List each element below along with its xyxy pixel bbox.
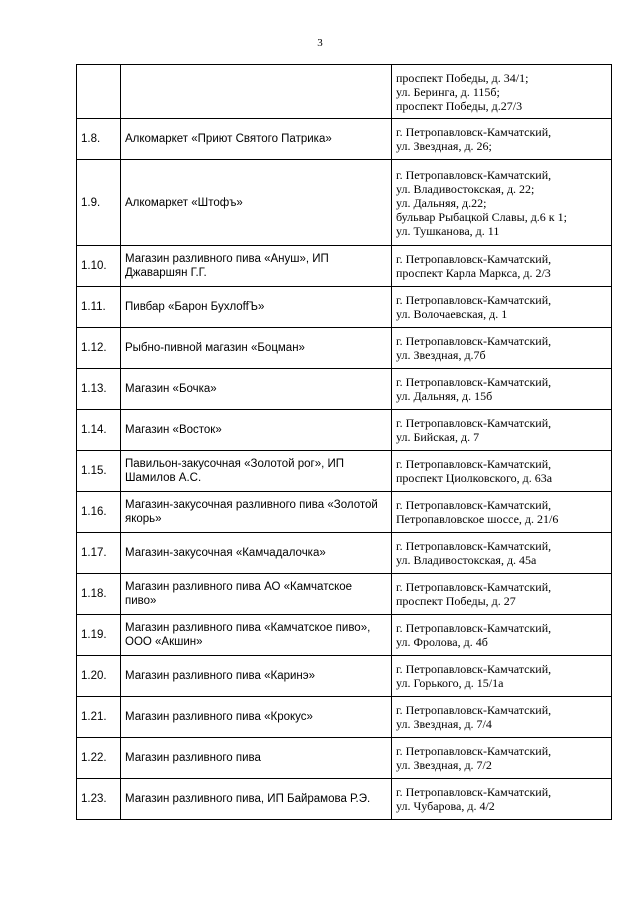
address-cell xyxy=(392,410,612,451)
establishment-name: Павильон-закусочная «Золотой рог», ИП Шамилов А.С. xyxy=(125,458,345,484)
table-row xyxy=(77,697,612,738)
table-row xyxy=(77,492,612,533)
row-number: 1.9. xyxy=(77,160,121,246)
establishment-name-cell xyxy=(121,287,392,328)
address-line: г. Петропавловск-Камчатский, xyxy=(396,293,552,307)
address-line: г. Петропавловск-Камчатский, xyxy=(396,252,552,266)
address-line: проспект Карла Маркса, д. 2/3 xyxy=(396,266,551,280)
address-cell xyxy=(392,65,612,119)
establishment-name-cell xyxy=(121,533,392,574)
address-line: г. Петропавловск-Камчатский, xyxy=(396,580,552,594)
establishment-name-cell xyxy=(121,451,392,492)
establishment-name-cell xyxy=(121,574,392,615)
address-line: г. Петропавловск-Камчатский, xyxy=(396,498,552,512)
establishment-name: Магазин разливного пива «Ануш», ИП Джаваршян Г.Г. xyxy=(125,253,329,279)
row-number: 1.11. xyxy=(77,287,121,328)
address-cell xyxy=(392,574,612,615)
establishment-name: Пивбар «Барон БухлоffЪ» xyxy=(125,301,265,313)
row-number: 1.13. xyxy=(77,369,121,410)
establishment-name: Магазин разливного пива «Крокус» xyxy=(125,711,313,723)
row-number: 1.8. xyxy=(77,119,121,160)
row-number: 1.14. xyxy=(77,410,121,451)
address-line: бульвар Рыбацкой Славы, д.6 к 1; xyxy=(396,209,567,224)
establishment-name-cell xyxy=(121,369,392,410)
establishment-name-cell xyxy=(121,410,392,451)
establishment-name: Магазин разливного пива xyxy=(125,752,261,764)
address-line: ул. Чубарова, д. 4/2 xyxy=(396,799,495,813)
page-number: 3 xyxy=(317,37,323,49)
establishment-name-cell xyxy=(121,492,392,533)
address-line: г. Петропавловск-Камчатский, xyxy=(396,416,552,430)
address-cell xyxy=(392,328,612,369)
address-line: проспект Циолковского, д. 63а xyxy=(396,471,553,485)
table-row xyxy=(77,574,612,615)
establishment-name: Алкомаркет «Приют Святого Патрика» xyxy=(125,133,332,145)
address-line: ул. Беринга, д. 115б; xyxy=(396,84,500,99)
establishments-table xyxy=(76,64,612,820)
row-number: 1.16. xyxy=(77,492,121,533)
address-line: ул. Бийская, д. 7 xyxy=(396,430,480,444)
establishment-name-cell xyxy=(121,656,392,697)
address-cell xyxy=(392,697,612,738)
row-number: 1.19. xyxy=(77,615,121,656)
address-line: ул. Тушканова, д. 11 xyxy=(396,223,500,238)
table-row xyxy=(77,533,612,574)
establishment-name-cell xyxy=(121,779,392,820)
address-line: проспект Победы, д. 27 xyxy=(396,594,516,608)
address-line: г. Петропавловск-Камчатский, xyxy=(396,539,552,553)
establishment-name: Магазин-закусочная «Камчадалочка» xyxy=(125,547,326,559)
address-line: г. Петропавловск-Камчатский, xyxy=(396,662,552,676)
address-cell xyxy=(392,779,612,820)
table-row xyxy=(77,451,612,492)
row-number: 1.23. xyxy=(77,779,121,820)
address-line: ул. Владивостокская, д. 22; xyxy=(396,181,535,196)
address-cell xyxy=(392,246,612,287)
table-row xyxy=(77,369,612,410)
establishment-name-cell xyxy=(121,119,392,160)
table-row xyxy=(77,287,612,328)
address-line: г. Петропавловск-Камчатский, xyxy=(396,457,552,471)
row-number: 1.12. xyxy=(77,328,121,369)
table-row xyxy=(77,328,612,369)
establishment-name-cell xyxy=(121,615,392,656)
row-number: 1.18. xyxy=(77,574,121,615)
address-cell xyxy=(392,287,612,328)
address-cell xyxy=(392,451,612,492)
table-row xyxy=(77,656,612,697)
establishment-name-cell xyxy=(121,246,392,287)
address-line: г. Петропавловск-Камчатский, xyxy=(396,703,552,717)
table-row xyxy=(77,65,612,119)
row-number: 1.17. xyxy=(77,533,121,574)
address-cell xyxy=(392,119,612,160)
address-line: проспект Победы, д. 34/1; xyxy=(396,70,529,85)
establishment-name: Магазин разливного пива АО «Камчатское пиво» xyxy=(125,581,353,607)
row-number xyxy=(77,65,121,119)
address-line: ул. Волочаевская, д. 1 xyxy=(396,307,508,321)
address-cell xyxy=(392,533,612,574)
establishment-name: Магазин «Восток» xyxy=(125,424,222,436)
address-line: ул. Звездная, д.7б xyxy=(396,348,486,362)
address-line: ул. Фролова, д. 4б xyxy=(396,635,488,649)
table-row xyxy=(77,779,612,820)
row-number: 1.10. xyxy=(77,246,121,287)
table-row xyxy=(77,119,612,160)
address-line: г. Петропавловск-Камчатский, xyxy=(396,167,552,182)
address-line: г. Петропавловск-Камчатский, xyxy=(396,375,552,389)
table-row xyxy=(77,410,612,451)
row-number: 1.22. xyxy=(77,738,121,779)
address-line: ул. Дальняя, д.22; xyxy=(396,195,487,210)
address-cell xyxy=(392,615,612,656)
address-cell xyxy=(392,160,612,246)
address-line: г. Петропавловск-Камчатский, xyxy=(396,621,552,635)
address-cell xyxy=(392,656,612,697)
establishment-name-cell xyxy=(121,65,392,119)
establishment-name-cell xyxy=(121,738,392,779)
address-line: ул. Владивостокская, д. 45а xyxy=(396,553,537,567)
establishment-name: Рыбно-пивной магазин «Боцман» xyxy=(125,342,305,354)
establishment-name-cell xyxy=(121,160,392,246)
establishment-name-cell xyxy=(121,328,392,369)
table-row xyxy=(77,246,612,287)
address-line: ул. Звездная, д. 7/2 xyxy=(396,758,492,772)
address-line: г. Петропавловск-Камчатский, xyxy=(396,744,552,758)
address-line: Петропавловское шоссе, д. 21/6 xyxy=(396,512,559,526)
establishment-name: Магазин разливного пива «Каринэ» xyxy=(125,670,316,682)
row-number: 1.21. xyxy=(77,697,121,738)
table-row xyxy=(77,738,612,779)
row-number: 1.20. xyxy=(77,656,121,697)
address-cell xyxy=(392,492,612,533)
establishment-name: Магазин разливного пива, ИП Байрамова Р.Э. xyxy=(125,793,371,805)
address-line: ул. Горького, д. 15/1а xyxy=(396,676,504,690)
address-line: ул. Звездная, д. 26; xyxy=(396,139,492,153)
table-row xyxy=(77,615,612,656)
establishment-name-cell xyxy=(121,697,392,738)
row-number: 1.15. xyxy=(77,451,121,492)
address-line: г. Петропавловск-Камчатский, xyxy=(396,334,552,348)
address-line: г. Петропавловск-Камчатский, xyxy=(396,785,552,799)
address-line: ул. Дальняя, д. 15б xyxy=(396,389,493,403)
address-line: г. Петропавловск-Камчатский, xyxy=(396,125,552,139)
table-row xyxy=(77,160,612,246)
address-cell xyxy=(392,369,612,410)
establishment-name: Магазин-закусочная разливного пива «Золотой якорь» xyxy=(125,499,378,525)
address-line: проспект Победы, д.27/3 xyxy=(396,98,523,113)
establishment-name: Магазин разливного пива «Камчатское пиво», ООО «Акшин» xyxy=(125,622,371,648)
address-cell xyxy=(392,738,612,779)
establishment-name: Магазин «Бочка» xyxy=(125,383,217,395)
table-body xyxy=(77,65,612,820)
address-line: ул. Звездная, д. 7/4 xyxy=(396,717,492,731)
establishment-name: Алкомаркет «Штофъ» xyxy=(125,196,243,209)
